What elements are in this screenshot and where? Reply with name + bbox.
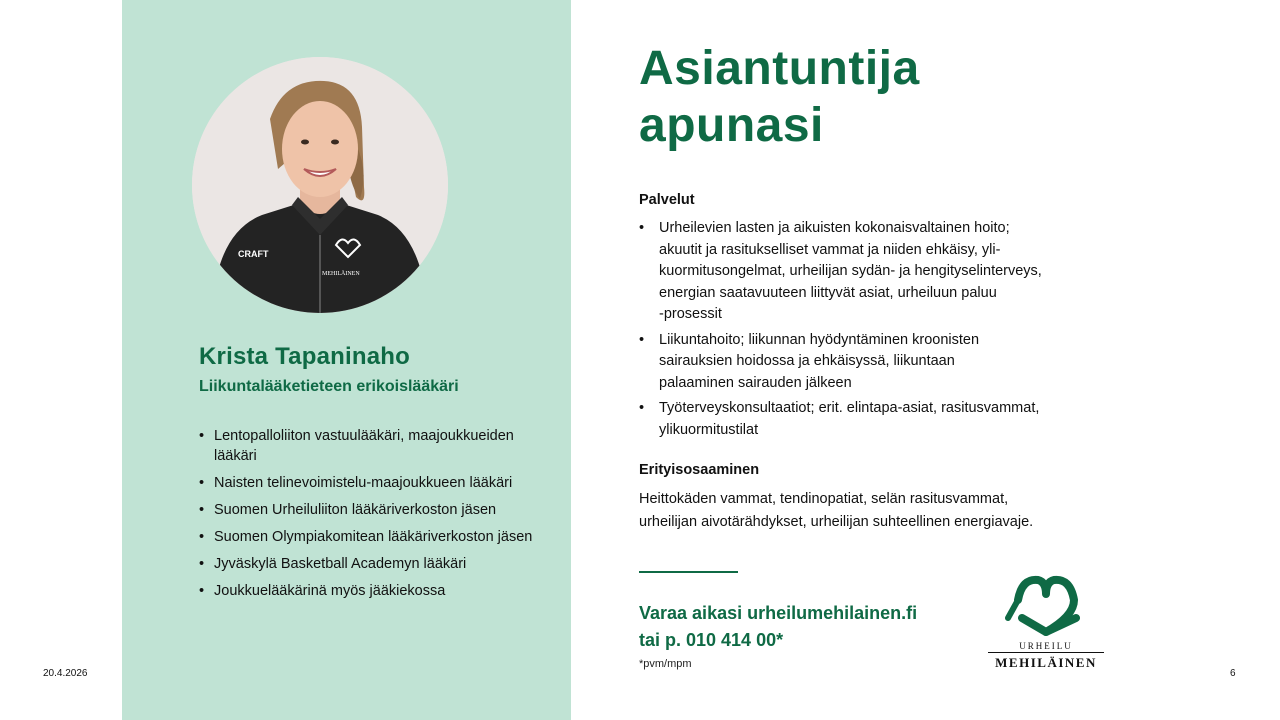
jacket-brand-text: CRAFT xyxy=(238,249,269,259)
service-item: • Työterveyskonsultaatiot; erit. elintapa-asiat, rasitusvammat, ylikuormitustilat xyxy=(639,398,1099,441)
services-list xyxy=(639,218,1099,445)
expertise-title: Erityisosaaminen xyxy=(639,462,760,478)
brand-main-text: MEHILÄINEN xyxy=(995,655,1097,670)
person-name: Krista Tapaninaho xyxy=(199,343,410,370)
brand-sub-text: URHEILU xyxy=(1019,641,1073,651)
portrait-photo xyxy=(192,57,448,313)
slide-number: 6 xyxy=(1230,668,1236,679)
slide-date: 20.4.2026 xyxy=(43,668,88,679)
brand-divider xyxy=(988,652,1104,653)
booking-text: Varaa aikasi urheilumehilainen.fi tai p. 010 414 00* xyxy=(639,603,918,650)
page-heading: Asiantuntija apunasi xyxy=(639,42,920,152)
booking-footnote: *pvm/mpm xyxy=(639,658,692,670)
jacket-logo-text: MEHILÄINEN xyxy=(322,271,360,277)
role-item: • Joukkuelääkärinä myös jääkiekossa xyxy=(199,581,559,601)
role-item: • Lentopalloliiton vastuulääkäri, maajoukkueiden lääkäri xyxy=(199,426,559,466)
role-item: • Suomen Urheiluliiton lääkäriverkoston jäsen xyxy=(199,500,559,520)
expertise-text: Heittokäden vammat, tendinopatiat, selän rasitusvammat, urheilijan aivotärähdykset, urheilijan suhteellinen energiavaje. xyxy=(639,491,1034,530)
roles-list xyxy=(199,426,559,608)
services-title: Palvelut xyxy=(639,192,695,208)
person-title: Liikuntalääketieteen erikoislääkäri xyxy=(199,378,459,395)
service-item: • Liikuntahoito; liikunnan hyödyntäminen kroonisten sairauksien hoidossa ja ehkäisyssä, liikuntaan palaaminen sairauden jälkeen xyxy=(639,330,1099,395)
divider xyxy=(639,571,738,573)
role-item: • Naisten telinevoimistelu-maajoukkueen lääkäri xyxy=(199,473,559,493)
service-item: • Urheilevien lasten ja aikuisten kokonaisvaltainen hoito; akuutit ja rasitukselliset vammat ja niiden ehkäisy, yli- kuormitusongelmat, urheilijan sydän- ja hengityselinterveys, energian saatavuuteen liittyvät asiat, urheiluun paluu -prosessit xyxy=(639,218,1099,326)
role-item: • Suomen Olympiakomitean lääkäriverkoston jäsen xyxy=(199,527,559,547)
role-item: • Jyväskylä Basketball Academyn lääkäri xyxy=(199,554,559,574)
